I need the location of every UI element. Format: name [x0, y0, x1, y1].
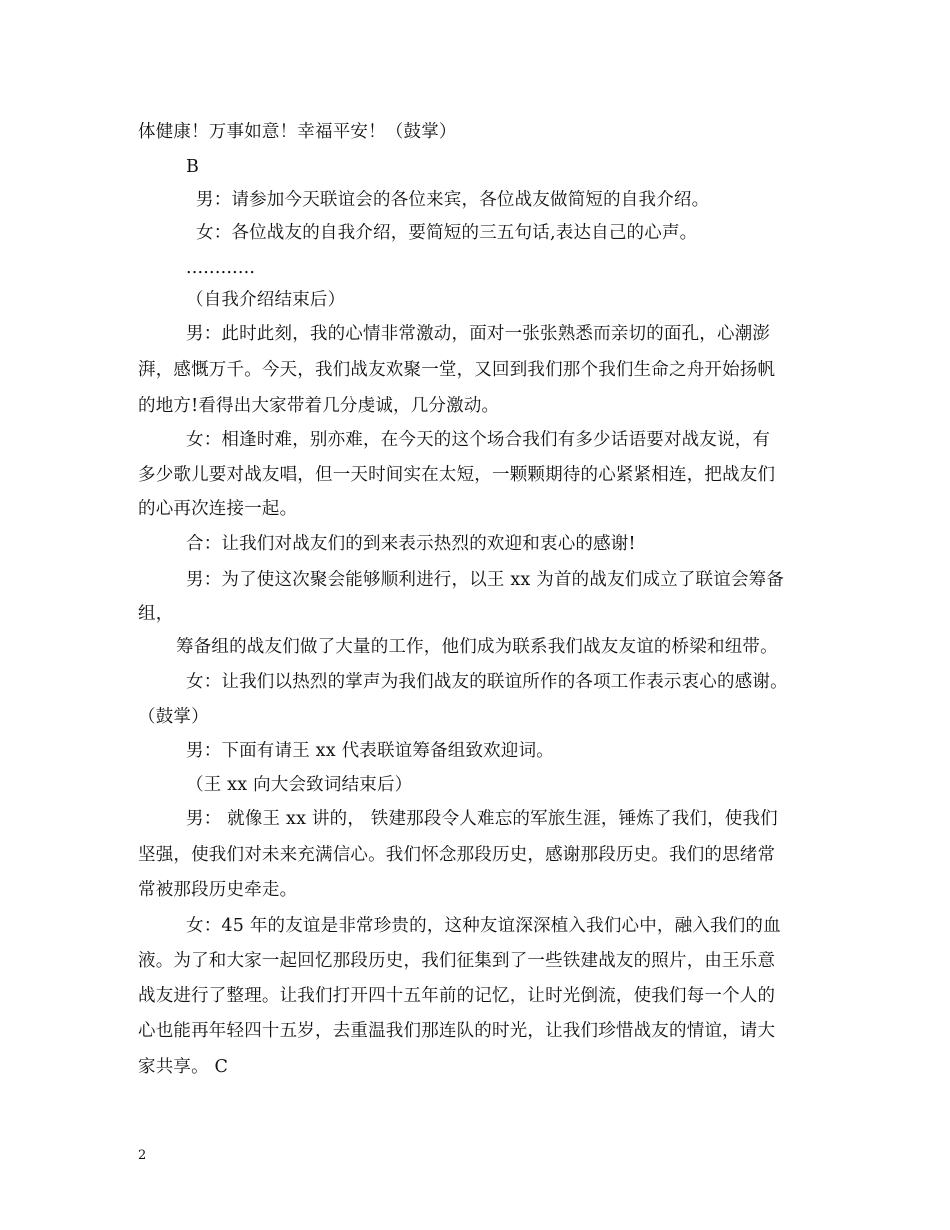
text-line: 心也能再年轻四十五岁，去重温我们那连队的时光，让我们珍惜战友的情谊，请大	[138, 1021, 776, 1041]
text-line: 男：此时此刻，我的心情非常激动，面对一张张熟悉而亲切的面孔，心潮澎	[186, 324, 771, 344]
text-line: （鼓掌）	[138, 707, 209, 727]
text-line: 体健康！万事如意！幸福平安！（鼓掌）	[138, 122, 457, 142]
text-line: 多少歌儿要对战友唱，但一天时间实在太短，一颗颗期待的心紧紧相连，把战友们	[138, 465, 776, 485]
text-line: 的地方!看得出大家带着几分虔诚，几分激动。	[138, 396, 500, 416]
text-line: 女：45 年的友谊是非常珍贵的，这种友谊深深植入我们心中，融入我们的血	[186, 916, 781, 936]
text-line: ............	[186, 258, 256, 278]
text-line: （王 xx 向大会致词结束后）	[186, 775, 413, 795]
page-number: 2	[138, 1148, 147, 1163]
text-line: 男：请参加今天联谊会的各位来宾，各位战友做简短的自我介绍。	[196, 190, 710, 210]
text-line: 男：为了使这次聚会能够顺利进行，以王 xx 为首的战友们成立了联谊会筹备	[186, 570, 785, 590]
text-line: （自我介绍结束后）	[186, 290, 346, 310]
text-line: B	[186, 157, 200, 177]
text-line: 女：相逢时难，别亦难，在今天的这个场合我们有多少话语要对战友说，有	[186, 430, 771, 450]
text-line: 湃，感慨万千。今天，我们战友欢聚一堂，又回到我们那个我们生命之舟开始扬帆	[138, 360, 776, 380]
text-line: 女：各位战友的自我介绍，要简短的三五句话,表达自己的心声。	[196, 223, 698, 243]
text-line: 的心再次连接一起。	[138, 499, 298, 519]
text-line: 男：下面有请王 xx 代表联谊筹备组致欢迎词。	[186, 741, 554, 761]
text-line: 男： 就像王 xx 讲的， 铁建那段令人难忘的军旅生涯，锤炼了我们，使我们	[186, 809, 778, 829]
text-line: 合：让我们对战友们的到来表示热烈的欢迎和衷心的感谢!	[186, 534, 636, 554]
text-line: 家共享。 C	[138, 1057, 229, 1077]
text-line: 液。为了和大家一起回忆那段历史，我们征集到了一些铁建战友的照片，由王乐意	[138, 951, 776, 971]
text-line: 坚强，使我们对未来充满信心。我们怀念那段历史，感谢那段历史。我们的思绪常	[138, 845, 776, 865]
text-line: 组，	[138, 604, 174, 624]
text-line: 筹备组的战友们做了大量的工作，他们成为联系我们战友友谊的桥梁和纽带。	[176, 637, 778, 657]
text-line: 战友进行了整理。让我们打开四十五年前的记忆，让时光倒流，使我们每一个人的	[138, 986, 776, 1006]
text-line: 常被那段历史牵走。	[138, 880, 298, 900]
text-line: 女：让我们以热烈的掌声为我们战友的联谊所作的各项工作表示衷心的感谢。	[186, 672, 788, 692]
